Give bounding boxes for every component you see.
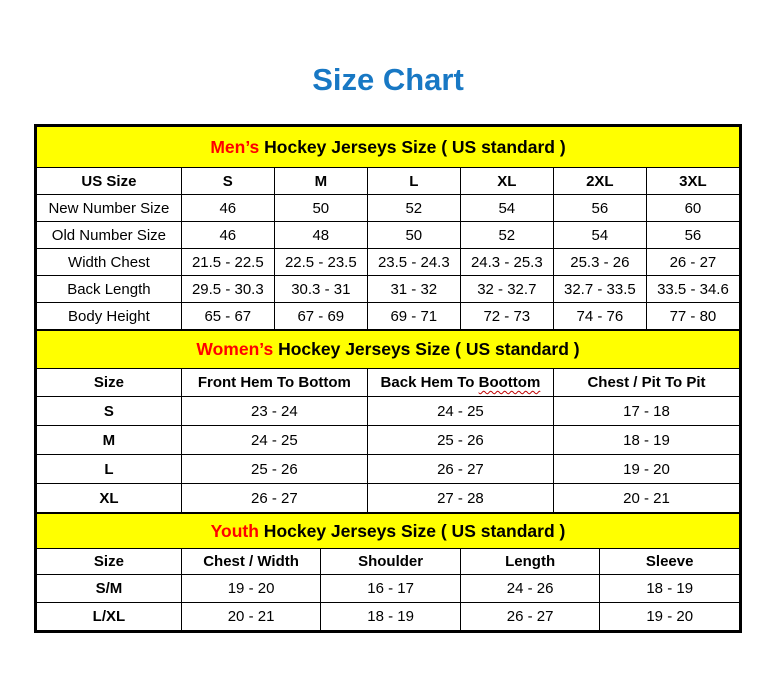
womens-banner-row [37, 331, 740, 369]
womens-banner [37, 331, 740, 369]
cell: 67 - 69 [274, 303, 367, 330]
table-row [37, 222, 740, 249]
cell: 25 - 26 [367, 426, 553, 455]
cell: 52 [367, 195, 460, 222]
mens-col-header: 3XL [646, 168, 739, 195]
womens-banner-rest: Hockey Jerseys Size ( US standard ) [273, 339, 580, 359]
table-row [37, 455, 740, 484]
row-label: S [37, 397, 182, 426]
youth-col-header: Sleeve [600, 549, 740, 575]
youth-header-row [37, 549, 740, 575]
cell: 23 - 24 [181, 397, 367, 426]
cell: 50 [367, 222, 460, 249]
cell: 72 - 73 [460, 303, 553, 330]
cell: 24.3 - 25.3 [460, 249, 553, 276]
cell: 69 - 71 [367, 303, 460, 330]
mens-col-header: M [274, 168, 367, 195]
cell: 29.5 - 30.3 [181, 276, 274, 303]
mens-banner-highlight: Men’s [210, 136, 260, 157]
cell: 33.5 - 34.6 [646, 276, 739, 303]
youth-banner-rest: Hockey Jerseys Size ( US standard ) [258, 520, 566, 541]
youth-size-table [36, 513, 740, 631]
womens-col-header: Chest / Pit To Pit [553, 369, 739, 397]
youth-banner-highlight: Youth [210, 520, 259, 541]
cell: 20 - 21 [553, 484, 739, 513]
cell: 22.5 - 23.5 [274, 249, 367, 276]
cell: 24 - 26 [460, 575, 600, 603]
row-label: New Number Size [37, 195, 182, 222]
row-label: XL [37, 484, 182, 513]
header-text: Back Hem To [380, 374, 479, 391]
cell: 56 [646, 222, 739, 249]
mens-col-header: XL [460, 168, 553, 195]
cell: 31 - 32 [367, 276, 460, 303]
cell: 54 [460, 195, 553, 222]
cell: 50 [274, 195, 367, 222]
cell: 52 [460, 222, 553, 249]
cell: 18 - 19 [321, 603, 461, 631]
cell: 30.3 - 31 [274, 276, 367, 303]
cell: 60 [646, 195, 739, 222]
table-row [37, 303, 740, 330]
cell: 19 - 20 [181, 575, 321, 603]
youth-col-header: Chest / Width [181, 549, 321, 575]
cell: 17 - 18 [553, 397, 739, 426]
mens-header-row [37, 168, 740, 195]
row-label: Back Length [37, 276, 182, 303]
page-title: Size Chart [312, 62, 464, 97]
cell: 19 - 20 [553, 455, 739, 484]
table-row [37, 603, 740, 631]
table-row [37, 276, 740, 303]
youth-col-header: Length [460, 549, 600, 575]
table-row [37, 426, 740, 455]
cell: 16 - 17 [321, 575, 461, 603]
mens-col-header: S [181, 168, 274, 195]
youth-banner [37, 514, 740, 549]
table-row [37, 249, 740, 276]
table-row [37, 195, 740, 222]
row-label: L [37, 455, 182, 484]
row-label: L/XL [37, 603, 182, 631]
row-label: M [37, 426, 182, 455]
cell: 26 - 27 [181, 484, 367, 513]
cell: 74 - 76 [553, 303, 646, 330]
misspelled-word: Boottom [478, 374, 541, 391]
cell: 46 [181, 222, 274, 249]
cell: 46 [181, 195, 274, 222]
cell: 26 - 27 [646, 249, 739, 276]
cell: 21.5 - 22.5 [181, 249, 274, 276]
cell: 24 - 25 [181, 426, 367, 455]
cell: 24 - 25 [367, 397, 553, 426]
cell: 32.7 - 33.5 [553, 276, 646, 303]
row-label: Width Chest [37, 249, 182, 276]
row-label: S/M [37, 575, 182, 603]
mens-banner-rest: Hockey Jerseys Size ( US standard ) [259, 136, 566, 157]
cell: 32 - 32.7 [460, 276, 553, 303]
cell: 48 [274, 222, 367, 249]
cell: 27 - 28 [367, 484, 553, 513]
table-row [37, 397, 740, 426]
cell: 25 - 26 [181, 455, 367, 484]
cell: 18 - 19 [600, 575, 740, 603]
womens-col-header: Size [37, 369, 182, 397]
cell: 77 - 80 [646, 303, 739, 330]
womens-size-table [36, 330, 740, 513]
youth-col-header: Shoulder [321, 549, 461, 575]
row-label: Old Number Size [37, 222, 182, 249]
cell: 65 - 67 [181, 303, 274, 330]
cell: 19 - 20 [600, 603, 740, 631]
table-row [37, 484, 740, 513]
row-label: Body Height [37, 303, 182, 330]
womens-banner-highlight: Women’s [196, 339, 274, 359]
mens-col-header: 2XL [553, 168, 646, 195]
mens-banner [37, 127, 740, 168]
mens-banner-row [37, 127, 740, 168]
size-chart-tables [34, 124, 742, 633]
womens-col-header: Front Hem To Bottom [181, 369, 367, 397]
mens-size-table [36, 126, 740, 330]
cell: 54 [553, 222, 646, 249]
womens-col-header-misspelled [367, 369, 553, 397]
cell: 23.5 - 24.3 [367, 249, 460, 276]
womens-header-row [37, 369, 740, 397]
mens-col-header: US Size [37, 168, 182, 195]
table-row [37, 575, 740, 603]
cell: 18 - 19 [553, 426, 739, 455]
youth-banner-row [37, 514, 740, 549]
cell: 25.3 - 26 [553, 249, 646, 276]
cell: 26 - 27 [460, 603, 600, 631]
cell: 56 [553, 195, 646, 222]
mens-col-header: L [367, 168, 460, 195]
cell: 20 - 21 [181, 603, 321, 631]
youth-col-header: Size [37, 549, 182, 575]
cell: 26 - 27 [367, 455, 553, 484]
